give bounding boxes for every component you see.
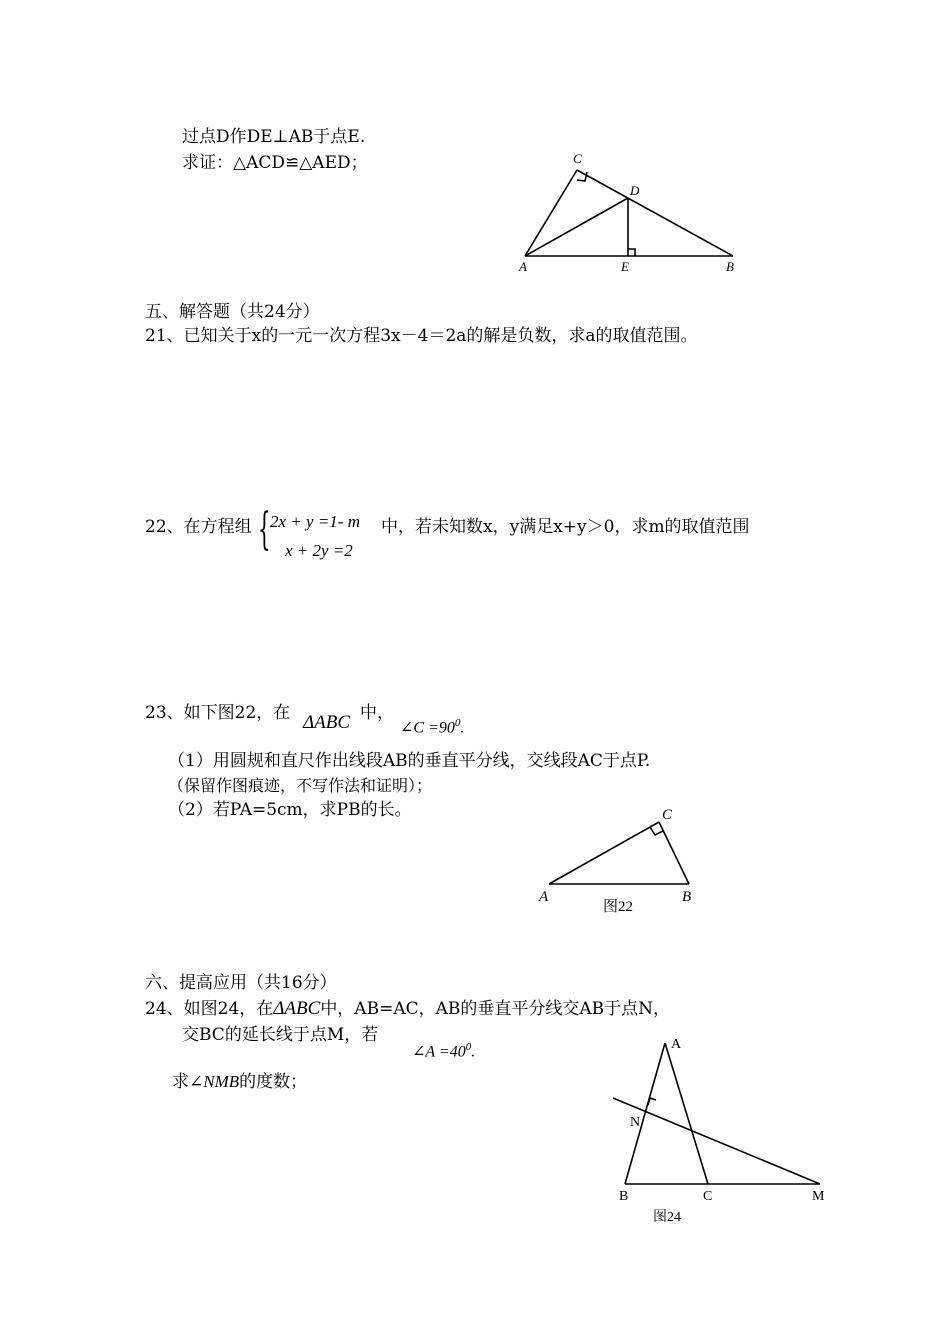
label-a: A (671, 1037, 682, 1052)
question-24-triangle: ΔABC (273, 998, 321, 1019)
seg-cb (659, 822, 689, 884)
seg-ab (625, 1043, 665, 1184)
question-23-prefix: 23、如下图22，在 (145, 703, 291, 723)
label-n: N (630, 1115, 641, 1130)
prev-problem-line1: 过点D作DE⊥AB于点E. (182, 127, 366, 147)
label-e: E (621, 259, 629, 274)
question-22-suffix: 中，若未知数x，y满足x+y＞0，求m的取值范围 (381, 517, 750, 537)
label-b: B (619, 1189, 629, 1204)
seg-ac (525, 170, 577, 256)
question-23-mid: 中， (360, 703, 394, 723)
question-24-line2: 交BC的延长线于点M，若 (182, 1025, 379, 1045)
label-b: B (682, 889, 692, 905)
question-22-prefix: 22、在方程组 (145, 517, 252, 537)
label-m: M (812, 1189, 825, 1204)
label-c: C (703, 1189, 713, 1204)
question-24-prefix: 24、如图24，在 (145, 999, 274, 1019)
question-23-part1: （1）用圆规和直尺作出线段AB的垂直平分线，交线段AC于点P. (168, 751, 651, 771)
equation-2: x + 2y =2 (285, 541, 353, 560)
right-angle-c (650, 827, 663, 835)
figure-triangle-acd-aed (505, 150, 755, 280)
seg-ac (549, 822, 659, 884)
equation-brace: { (258, 504, 271, 555)
question-23-part1-note: （保留作图痕迹，不写作法和证明）； (168, 776, 433, 795)
prev-problem-line2: 求证：△ACD≌△AED； (182, 153, 368, 173)
equation-1: 2x + y =1- m (270, 512, 360, 531)
question-21: 21、已知关于x的一元一次方程3x－4＝2a的解是负数，求a的取值范围。 (145, 326, 698, 346)
right-angle-n (648, 1098, 656, 1105)
seg-ac (665, 1043, 708, 1184)
question-24-line1 (145, 998, 670, 1020)
question-24-text: 中，AB=AC，AB的垂直平分线交AB于点N， (320, 999, 671, 1019)
label-d: D (630, 183, 640, 198)
seg-ad (525, 198, 628, 256)
question-24-ask: 求∠NMB的度数； (172, 1072, 308, 1092)
section6-heading: 六、提高应用（共16分） (145, 973, 337, 993)
right-angle-e (628, 249, 635, 256)
label-a: A (519, 259, 527, 274)
label-c: C (573, 151, 582, 166)
question-23-angle: ∠C $=90^0$. (400, 717, 465, 737)
label-a: A (539, 889, 549, 905)
question-23-part2: （2）若PA=5cm，求PB的长。 (168, 800, 412, 820)
question-24-angle: ∠A $=40^0$. (412, 1041, 476, 1061)
seg-nm (613, 1098, 820, 1184)
question-23-triangle: ΔABC (303, 712, 351, 733)
figure-24 (605, 1030, 835, 1235)
section5-heading: 五、解答题（共24分） (145, 302, 320, 322)
label-b: B (726, 259, 734, 274)
label-c: C (662, 807, 673, 823)
figure-22-caption: 图22 (603, 899, 634, 915)
figure-24-caption: 图24 (653, 1210, 681, 1225)
figure-22 (535, 800, 705, 920)
